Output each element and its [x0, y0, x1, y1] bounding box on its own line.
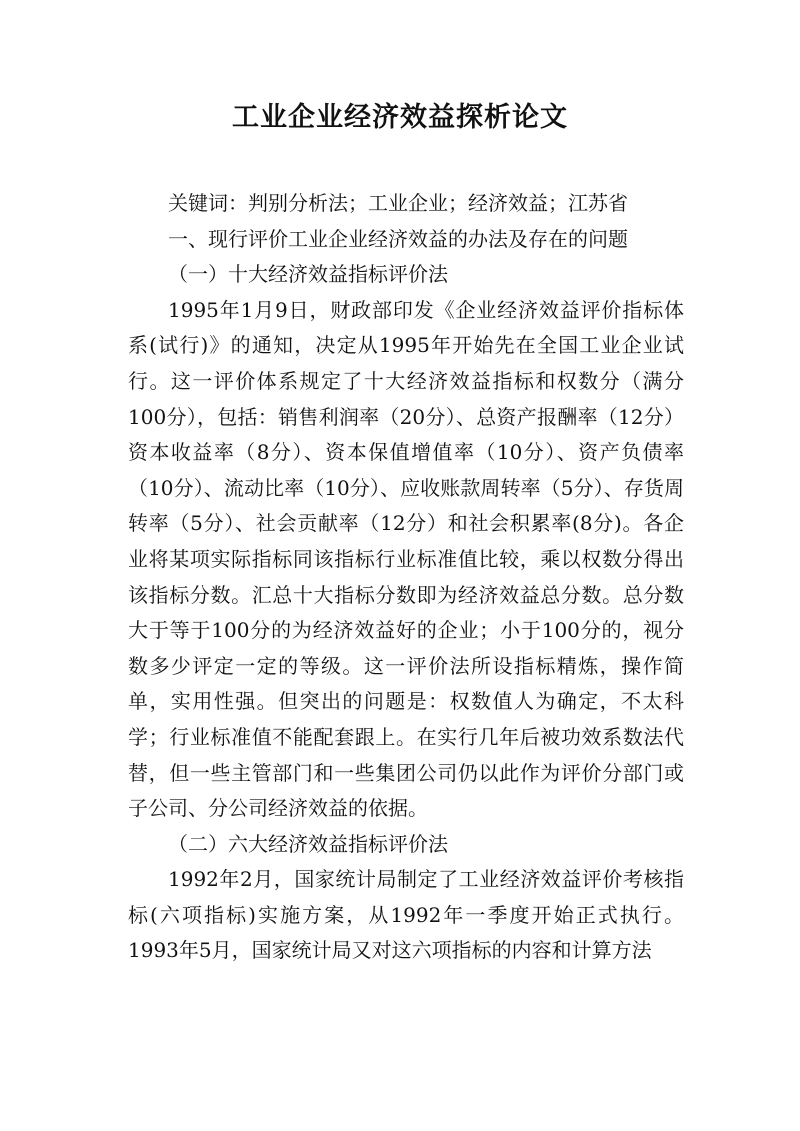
document-body [128, 186, 684, 969]
paragraph-2: 1992年2月，国家统计局制定了工业经济效益评价考核指标(六项指标)实施方案，从1992年一季度开始正式执行。1993年5月，国家统计局又对这六项指标的内容和计算方法 [128, 867, 684, 963]
section-heading-1: 一、现行评价工业企业经济效益的办法及存在的问题 [168, 226, 628, 251]
paragraph-1: 1995年1月9日，财政部印发《企业经济效益评价指标体系(试行)》的通知，决定从1995年开始先在全国工业企业试行。这一评价体系规定了十大经济效益指标和权数分（满分100分），包括：销售利润率（20分）、总资产报酬率（12分）资本收益率（8分）、资本保值增值率（10分）、资产负债率（10分）、流动比率（10分）、应收账款周转率（5分）、存货周转率（5分）、社会贡献率（12分）和社会积累率(8分)。各企业将某项实际指标同该指标行业标准值比较，乘以权数分得出该指标分数。汇总十大指标分数即为经济效益总分数。总分数大于等于100分的为经济效益好的企业；小于100分的，视分数多少评定一定的等级。这一评价法所设指标精炼，操作简单，实用性强。但突出的问题是：权数值人为确定，不太科学；行业标准值不能配套跟上。在实行几年后被功效系数法代替，但一些主管部门和一些集团公司仍以此作为评价分部门或子公司、分公司经济效益的依据。 [128, 297, 684, 821]
keywords-line: 关键词：判别分析法；工业企业；经济效益；江苏省 [168, 191, 628, 215]
subsection-heading-1: （一）十大经济效益指标评价法 [168, 262, 448, 287]
document-title: 工业企业经济效益探析论文 [232, 102, 568, 133]
subsection-heading-2: （二）六大经济效益指标评价法 [168, 831, 448, 856]
